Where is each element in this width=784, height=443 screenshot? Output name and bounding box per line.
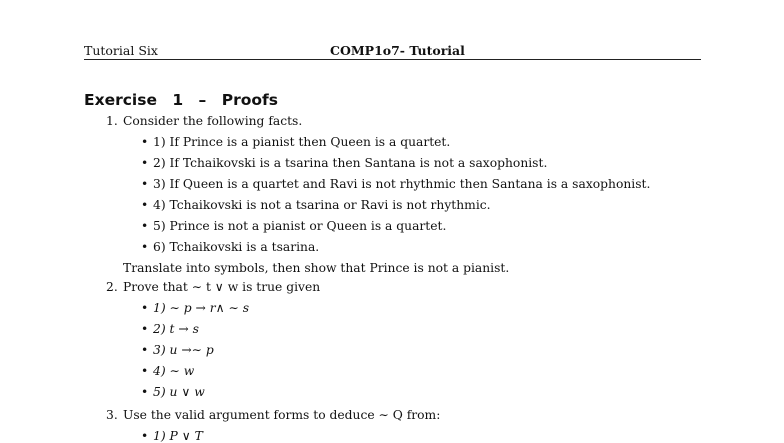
header-left: Tutorial Six [84, 43, 158, 58]
q3-number: 3. [106, 408, 118, 422]
q2-item-1: • 1) ∼ p → r∧ ∼ s [141, 301, 250, 315]
q1-fact-4: • 4) Tchaikovski is not a tsarina or Ravi is not rhythmic. [141, 198, 491, 212]
q2-item-3: • 3) u →∼ p [141, 343, 214, 357]
q3-item-1: • 1) P ∨ T [141, 429, 203, 443]
q2-item-4: • 4) ∼ w [141, 364, 195, 378]
q1-intro: Consider the following facts. [123, 114, 303, 128]
q1-fact-1: • 1) If Prince is a pianist then Queen is a quartet. [141, 135, 451, 149]
header-rule [84, 59, 701, 60]
exercise-title: Exercise 1 – Proofs [84, 91, 278, 109]
q1-conclusion: Translate into symbols, then show that Prince is not a pianist. [123, 261, 510, 275]
q2-intro: Prove that ∼ t ∨ w is true given [123, 280, 321, 294]
q2-item-5: • 5) u ∨ w [141, 385, 205, 399]
q1-fact-2: • 2) If Tchaikovski is a tsarina then Santana is not a saxophonist. [141, 156, 548, 170]
header-title: COMP1o7- Tutorial [330, 43, 465, 58]
q3-intro: Use the valid argument forms to deduce ∼ Q from: [123, 408, 441, 422]
q2-item-2: • 2) t → s [141, 322, 199, 336]
q1-fact-3: • 3) If Queen is a quartet and Ravi is not rhythmic then Santana is a saxophonist. [141, 177, 651, 191]
q1-number: 1. [106, 114, 118, 128]
q2-number: 2. [106, 280, 118, 294]
q1-fact-5: • 5) Prince is not a pianist or Queen is a quartet. [141, 219, 447, 233]
q1-fact-6: • 6) Tchaikovski is a tsarina. [141, 240, 320, 254]
